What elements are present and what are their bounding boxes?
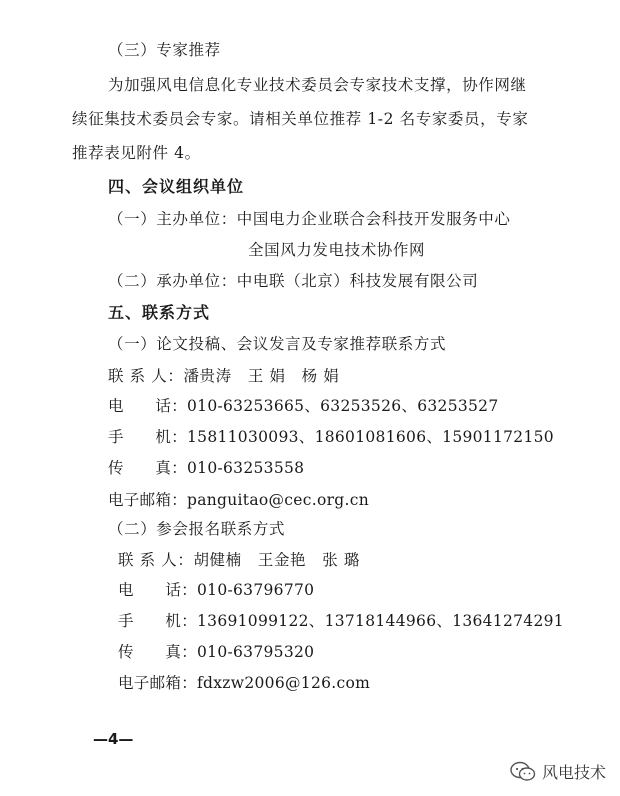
registration-persons: 联 系 人：胡健楠 王金艳 张 璐 — [118, 551, 360, 569]
contact-mobile: 手 机：15811030093、18601081606、15901172150 — [108, 428, 554, 446]
page-number: —4— — [93, 730, 134, 748]
organizer-unit: （二）承办单位：中电联（北京）科技发展有限公司 — [108, 272, 479, 290]
registration-phone: 电 话：010-63796770 — [118, 581, 315, 599]
contact-email: 电子邮箱：panguitao@cec.org.cn — [108, 491, 370, 509]
registration-email: 电子邮箱：fdxzw2006@126.com — [118, 674, 371, 692]
contact-persons: 联 系 人：潘贵涛 王 娟 杨 娟 — [108, 367, 340, 385]
subsection-expert-recommendation: （三）专家推荐 — [108, 41, 221, 59]
host-unit: （一）主办单位：中国电力企业联合会科技开发服务中心 — [108, 210, 511, 228]
paragraph-line: 为加强风电信息化专业技术委员会专家技术支撑，协作网继 — [108, 76, 527, 94]
host-unit-continued: 全国风力发电技术协作网 — [248, 241, 426, 259]
registration-fax: 传 真：010-63795320 — [118, 643, 315, 661]
subsection-registration-contact: （二）参会报名联系方式 — [108, 520, 286, 538]
watermark-label: 风电技术 — [541, 763, 606, 782]
paragraph-line: 续征集技术委员会专家。请相关单位推荐 1-2 名专家委员，专家 — [72, 110, 529, 128]
wechat-icon — [510, 761, 536, 783]
subsection-paper-contact: （一）论文投稿、会议发言及专家推荐联系方式 — [108, 335, 447, 353]
section-heading-contact: 五、联系方式 — [108, 303, 211, 322]
contact-fax: 传 真：010-63253558 — [108, 459, 305, 477]
section-heading-organizers: 四、会议组织单位 — [108, 177, 245, 196]
contact-phone: 电 话：010-63253665、63253526、63253527 — [108, 397, 499, 415]
watermark — [510, 760, 606, 783]
paragraph-line: 推荐表见附件 4。 — [72, 144, 201, 162]
registration-mobile: 手 机：13691099122、13718144966、13641274291 — [118, 612, 564, 630]
